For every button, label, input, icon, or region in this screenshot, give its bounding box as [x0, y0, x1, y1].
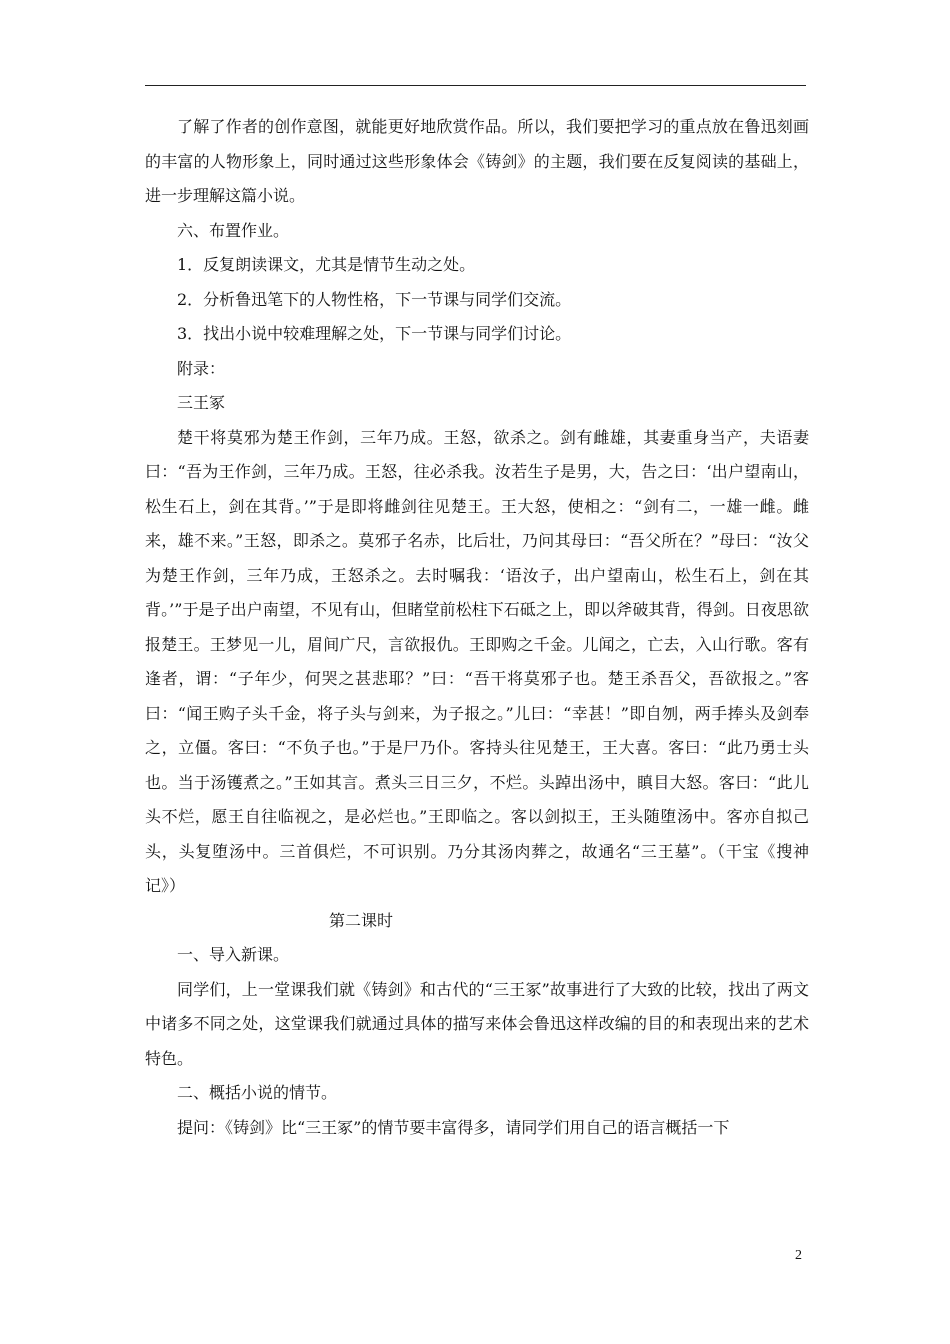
lesson-heading: 第二课时 [329, 910, 394, 930]
page-body [145, 110, 809, 1145]
section-heading-homework: 六、布置作业。 [177, 220, 290, 240]
homework-item-2: 2．分析鲁迅笔下的人物性格，下一节课与同学们交流。 [177, 289, 572, 309]
question-paragraph: 提问：《铸剑》比“三王冢”的情节要丰富得多，请同学们用自己的语言概括一下 [177, 1117, 730, 1137]
intro-lesson-paragraph: 同学们，上一堂课我们就《铸剑》和古代的“三王冢”故事进行了大致的比较，找出了两文中诸多不同之处，这堂课我们就通过具体的描写来体会鲁迅这样改编的目的和表现出来的艺术特色。 [145, 979, 809, 1068]
appendix-title: 三王冢 [177, 393, 226, 412]
appendix-label: 附录： [177, 358, 226, 378]
homework-item-1: 1．反复朗读课文，尤其是情节生动之处。 [177, 255, 476, 274]
appendix-text: 楚干将莫邪为楚王作剑，三年乃成。王怒，欲杀之。剑有雌雄，其妻重身当产，夫语妻曰：“吾为王作剑，三年乃成。王怒，往必杀我。汝若生子是男，大，告之曰：‘出户望南山，松生石上，剑在其背。’”于是即将雌剑往见楚王。王大怒，使相之：“剑有二，一雄一雌。雌来，雄不来。”王怒，即杀之。莫邪子名赤，比后壮，乃问其母曰：“吾父所在？”母曰：“汝父为楚王作剑，三年乃成，王怒杀之。去时嘱我：‘语汝子，出户望南山，松生石上，剑在其背。’”于是子出户南望，不见有山，但睹堂前松柱下石砥之上，即以斧破其背，得剑。日夜思欲报楚王。王梦见一儿，眉间广尺，言欲报仇。王即购之千金。儿闻之，亡去，入山行歌。客有逢者，谓：“子年少，何哭之甚悲耶？”曰：“吾干将莫邪子也。楚王杀吾父，吾欲报之。”客曰：“闻王购子头千金，将子头与剑来，为子报之。”儿曰：“幸甚！”即自刎，两手捧头及剑奉之，立僵。客曰：“不负子也。”于是尸乃仆。客持头往见楚王，王大喜。客曰：“此乃勇士头也。当于汤镬煮之。”王如其言。煮头三日三夕，不烂。头踔出汤中，瞋目大怒。客曰：“此儿头不烂，愿王自往临视之，是必烂也。”王即临之。客以剑拟王，王头随堕汤中。客亦自拟己头，头复堕汤中。三首俱烂，不可识别。乃分其汤肉葬之，故通名“三王墓”。（干宝《搜神记》） [145, 427, 809, 895]
homework-item-3: 3．找出小说中较难理解之处，下一节课与同学们讨论。 [177, 324, 572, 343]
page-number: 2 [795, 1248, 802, 1263]
intro-paragraph: 了解了作者的创作意图，就能更好地欣赏作品。所以，我们要把学习的重点放在鲁迅刻画的丰富的人物形象上，同时通过这些形象体会《铸剑》的主题，我们要在反复阅读的基础上，进一步理解这篇小说。 [145, 117, 809, 205]
header-rule [145, 85, 806, 86]
section-heading-intro: 一、导入新课。 [177, 945, 290, 964]
section-heading-plot: 二、概括小说的情节。 [177, 1083, 338, 1102]
